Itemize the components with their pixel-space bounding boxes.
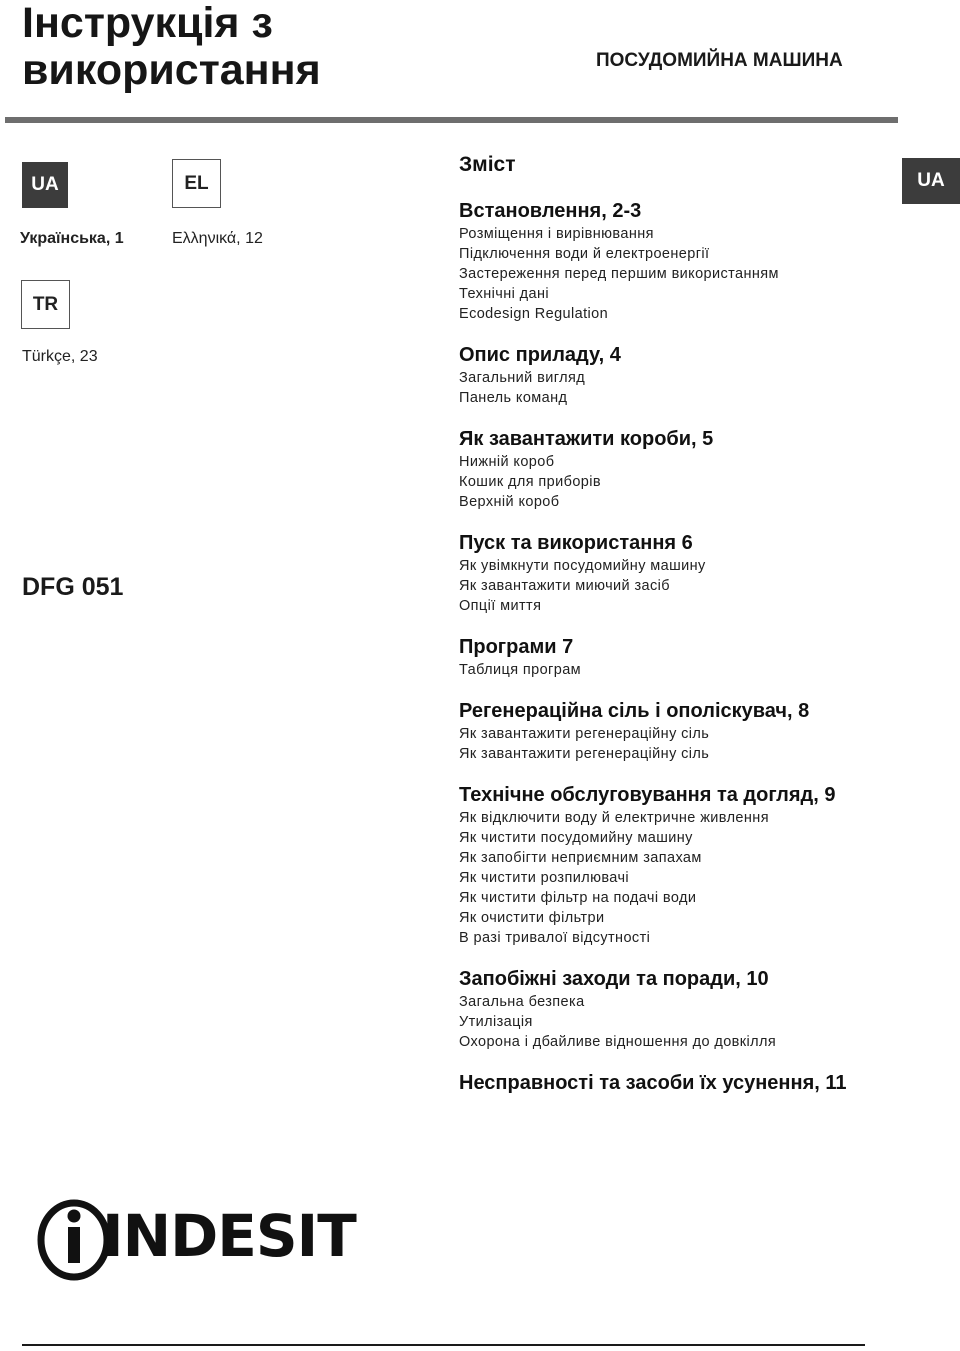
side-language-tab: UA [902, 158, 960, 204]
toc-item-list [459, 224, 899, 324]
header-divider [5, 117, 898, 123]
toc-item-list [459, 556, 899, 616]
toc-item[interactable]: Як завантажити регенераційну сіль [459, 726, 710, 742]
toc-section-title[interactable]: Несправності та засоби їх усунення, 11 [459, 1072, 847, 1094]
toc-section-title[interactable]: Запобіжні заходи та поради, 10 [459, 968, 769, 990]
toc-section-title[interactable]: Регенераційна сіль і ополіскувач, 8 [459, 700, 810, 722]
toc-section [459, 966, 899, 1052]
toc-item-list [459, 368, 899, 408]
language-tab-ua[interactable]: UA [22, 162, 68, 208]
toc-item[interactable]: Загальна безпека [459, 994, 585, 1010]
toc-heading: Зміст [459, 153, 516, 176]
model-number: DFG 051 [22, 573, 124, 601]
toc-item[interactable]: Як очистити фільтри [459, 910, 605, 926]
toc-section [459, 634, 899, 680]
toc-item[interactable]: Розміщення і вирівнювання [459, 226, 654, 242]
table-of-contents [459, 152, 899, 1114]
language-label-greek[interactable]: Ελληνικά, 12 [172, 230, 263, 247]
toc-item[interactable]: Підключення води й електроенергії [459, 246, 710, 262]
toc-section [459, 342, 899, 408]
toc-item[interactable]: Як чистити посудомийну машину [459, 830, 693, 846]
toc-item-list [459, 660, 899, 680]
toc-section [459, 1070, 899, 1096]
toc-item[interactable]: Застереження перед першим використанням [459, 266, 779, 282]
toc-item[interactable]: Як чистити фільтр на подачі води [459, 890, 697, 906]
language-label-ukrainian[interactable]: Українська, 1 [20, 230, 124, 247]
toc-item-list [459, 992, 899, 1052]
toc-item[interactable]: Охорона і дбайливе відношення до довкілля [459, 1034, 777, 1050]
toc-item[interactable]: Як відключити воду й електричне живлення [459, 810, 769, 826]
footer-divider [22, 1344, 865, 1346]
toc-item[interactable]: Як запобігти неприємним запахам [459, 850, 702, 866]
brand-wordmark: INDESIT [102, 1202, 356, 1270]
toc-item-list [459, 452, 899, 512]
toc-item[interactable]: Технічні дані [459, 286, 550, 302]
toc-item[interactable]: Утилізація [459, 1014, 533, 1030]
toc-item[interactable]: Як завантажити регенераційну сіль [459, 746, 710, 762]
toc-section [459, 426, 899, 512]
toc-section-title[interactable]: Пуск та використання 6 [459, 532, 693, 554]
toc-item[interactable]: Панель команд [459, 390, 568, 406]
toc-item[interactable]: Ecodesign Regulation [459, 306, 609, 322]
title-line-2: використання [22, 46, 321, 94]
toc-section-title[interactable]: Опис приладу, 4 [459, 344, 621, 366]
toc-item[interactable]: Нижній короб [459, 454, 555, 470]
toc-section-title[interactable]: Як завантажити короби, 5 [459, 428, 714, 450]
toc-section [459, 198, 899, 324]
toc-item[interactable]: Таблиця програм [459, 662, 582, 678]
toc-item[interactable]: Верхній короб [459, 494, 560, 510]
toc-item-list [459, 808, 899, 948]
toc-item-list [459, 724, 899, 764]
product-category: ПОСУДОМИЙНА МАШИНА [596, 50, 843, 71]
toc-item[interactable]: Опції миття [459, 598, 542, 614]
toc-section-title[interactable]: Встановлення, 2-3 [459, 200, 642, 222]
toc-section-title[interactable]: Технічне обслуговування та догляд, 9 [459, 784, 836, 806]
toc-section [459, 782, 899, 948]
document-title [22, 0, 321, 94]
toc-item[interactable]: Загальний вигляд [459, 370, 586, 386]
toc-item[interactable]: Як увімкнути посудомийну машину [459, 558, 706, 574]
language-tab-el[interactable]: EL [172, 159, 221, 208]
language-tab-tr[interactable]: TR [21, 280, 70, 329]
toc-item[interactable]: Кошик для приборів [459, 474, 601, 490]
toc-item[interactable]: Як чистити розпилювачі [459, 870, 630, 886]
toc-item[interactable]: В разі тривалої відсутності [459, 930, 651, 946]
indesit-i-logo-icon [41, 1203, 107, 1277]
language-label-turkish[interactable]: Türkçe, 23 [22, 348, 98, 365]
toc-section [459, 530, 899, 616]
toc-item[interactable]: Як завантажити миючий засіб [459, 578, 670, 594]
toc-section-title[interactable]: Програми 7 [459, 636, 574, 658]
toc-section [459, 698, 899, 764]
title-line-1: Інструкція з [22, 0, 273, 47]
